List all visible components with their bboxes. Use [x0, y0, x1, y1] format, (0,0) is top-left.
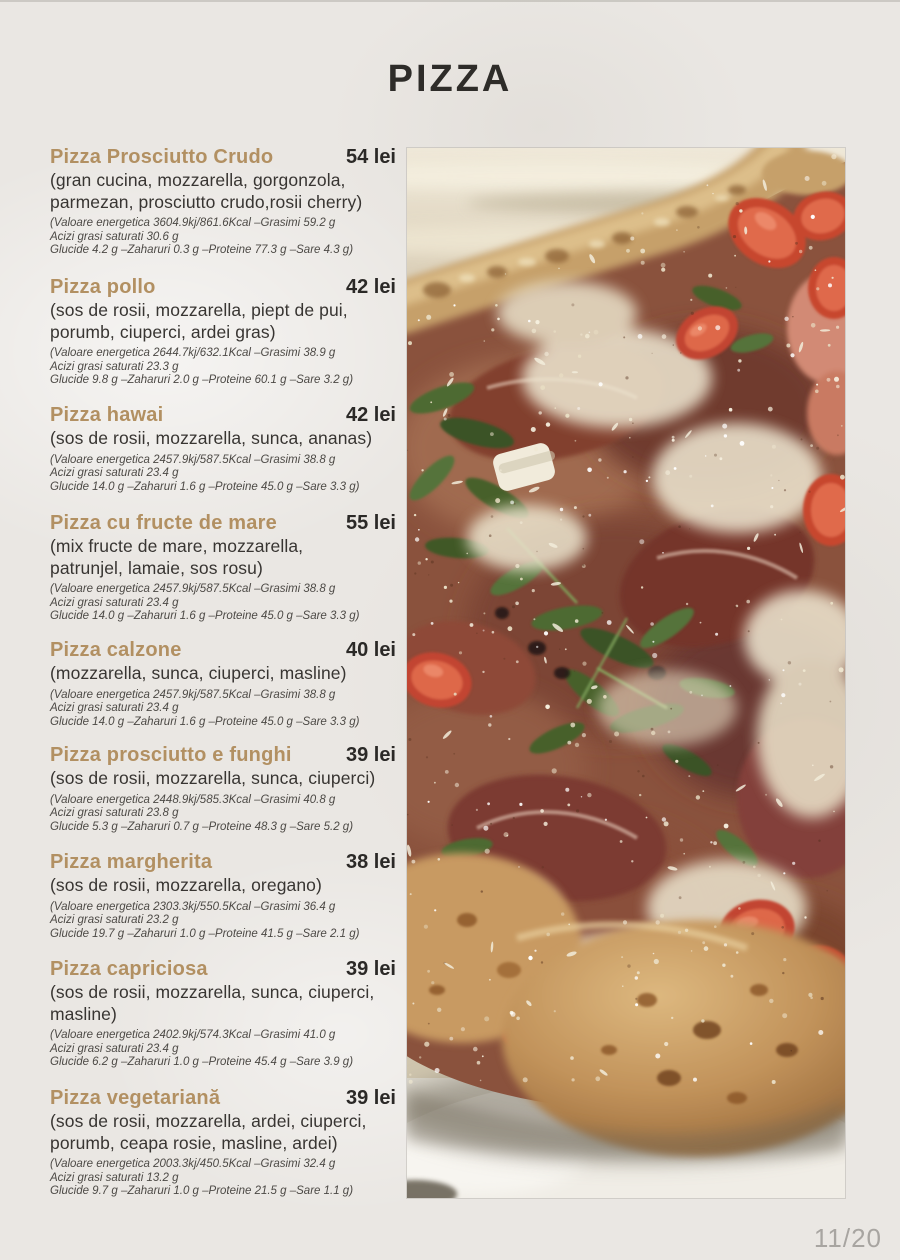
menu-item-description: (gran cucina, mozzarella, gorgonzola, parmezan, prosciutto crudo,rosii cherry) [50, 170, 363, 212]
menu-item-description: (sos de rosii, mozzarella, piept de pui, porumb, ciuperci, ardei gras) [50, 300, 348, 342]
menu-item-nutrition: (Valoare energetica 2448.9kj/585.3Kcal –Grasimi 40.8 g Acizi grasi saturati 23.8 g Glucide 5.3 g –Zaharuri 0.7 g –Proteine 48.3 g –Sare 5.2 g) [50, 793, 354, 833]
menu-item-name: Pizza Prosciutto Crudo [50, 146, 274, 168]
menu-item-price: 42 lei [345, 404, 396, 426]
menu-item-nutrition: (Valoare energetica 2402.9kj/574.3Kcal –Grasimi 41.0 g Acizi grasi saturati 23.4 g Glucide 6.2 g –Zaharuri 1.0 g –Proteine 45.4 g –Sare 3.9 g) [50, 1029, 354, 1068]
menu-item-price: 54 lei [345, 146, 396, 168]
page-title: PIZZA [387, 58, 513, 100]
menu-item-name: Pizza prosciutto e funghi [50, 744, 292, 766]
menu-item [50, 512, 396, 624]
menu-item-price: 39 lei [345, 958, 396, 980]
menu-item-price: 55 lei [345, 512, 396, 534]
menu-item-price: 40 lei [345, 639, 396, 661]
menu-item-description: (sos de rosii, mozzarella, ardei, ciuperci, porumb, ceapa rosie, masline, ardei) [50, 1111, 367, 1153]
menu-item-name: Pizza hawai [50, 404, 164, 426]
menu-item [50, 744, 396, 834]
menu-item-name: Pizza pollo [50, 276, 156, 298]
pizza-photo [407, 148, 845, 1198]
menu-item [50, 639, 396, 729]
menu-item-price: 38 lei [345, 851, 396, 873]
menu-item-nutrition: (Valoare energetica 2644.7kj/632.1Kcal –Grasimi 38.9 g Acizi grasi saturati 23.3 g Glucide 9.8 g –Zaharuri 2.0 g –Proteine 60.1 g –Sare 3.2 g) [50, 347, 354, 386]
menu-item [50, 958, 396, 1070]
menu-item-price: 42 lei [345, 276, 396, 298]
pizza-photo-illustration [407, 148, 845, 1198]
menu-item-description: (mix fructe de mare, mozzarella, patrunjel, lamaie, sos rosu) [50, 536, 304, 578]
menu-item-price: 39 lei [345, 1087, 396, 1109]
menu-item [50, 404, 396, 494]
menu-item-description: (mozzarella, sunca, ciuperci, masline) [50, 663, 347, 683]
menu-item-nutrition: (Valoare energetica 2003.3kj/450.5Kcal –Grasimi 32.4 g Acizi grasi saturati 13.2 g Glucide 9.7 g –Zaharuri 1.0 g –Proteine 21.5 g –Sare 1.1 g) [50, 1158, 354, 1197]
menu-item-name: Pizza margherita [50, 851, 213, 873]
menu-item [50, 851, 396, 941]
menu-item-nutrition: (Valoare energetica 2457.9kj/587.5Kcal –Grasimi 38.8 g Acizi grasi saturati 23.4 g Glucide 14.0 g –Zaharuri 1.6 g –Proteine 45.0 g –Sare 3.3 g) [50, 688, 360, 728]
menu-item-nutrition: (Valoare energetica 2457.9kj/587.5Kcal –Grasimi 38.8 g Acizi grasi saturati 23.4 g Glucide 14.0 g –Zaharuri 1.6 g –Proteine 45.0 g –Sare 3.3 g) [50, 583, 360, 622]
menu-item-nutrition: (Valoare energetica 3604.9kj/861.6Kcal –Grasimi 59.2 g Acizi grasi saturati 30.6 g Glucide 4.2 g –Zaharuri 0.3 g –Proteine 77.3 g –Sare 4.3 g) [50, 217, 354, 256]
menu-item-name: Pizza cu fructe de mare [50, 512, 277, 534]
menu-item-name: Pizza capriciosa [50, 958, 208, 980]
menu-item-description: (sos de rosii, mozzarella, sunca, ciuperci, masline) [50, 982, 375, 1024]
menu-item-description: (sos de rosii, mozzarella, sunca, ciuperci) [50, 768, 376, 788]
menu-item-description: (sos de rosii, mozzarella, sunca, ananas) [50, 428, 373, 448]
menu-item [50, 276, 396, 388]
page-number: 11/20 [813, 1223, 882, 1253]
menu-item-nutrition: (Valoare energetica 2303.3kj/550.5Kcal –Grasimi 36.4 g Acizi grasi saturati 23.2 g Glucide 19.7 g –Zaharuri 1.0 g –Proteine 41.5 g –Sare 2.1 g) [50, 900, 360, 940]
menu-item-name: Pizza vegetariană [50, 1087, 221, 1109]
menu-item-name: Pizza calzone [50, 639, 182, 661]
menu-item [50, 146, 396, 258]
menu-item-description: (sos de rosii, mozzarella, oregano) [50, 875, 322, 895]
menu-item-nutrition: (Valoare energetica 2457.9kj/587.5Kcal –Grasimi 38.8 g Acizi grasi saturati 23.4 g Glucide 14.0 g –Zaharuri 1.6 g –Proteine 45.0 g –Sare 3.3 g) [50, 453, 360, 493]
menu-item [50, 1087, 396, 1199]
menu-item-price: 39 lei [345, 744, 396, 766]
